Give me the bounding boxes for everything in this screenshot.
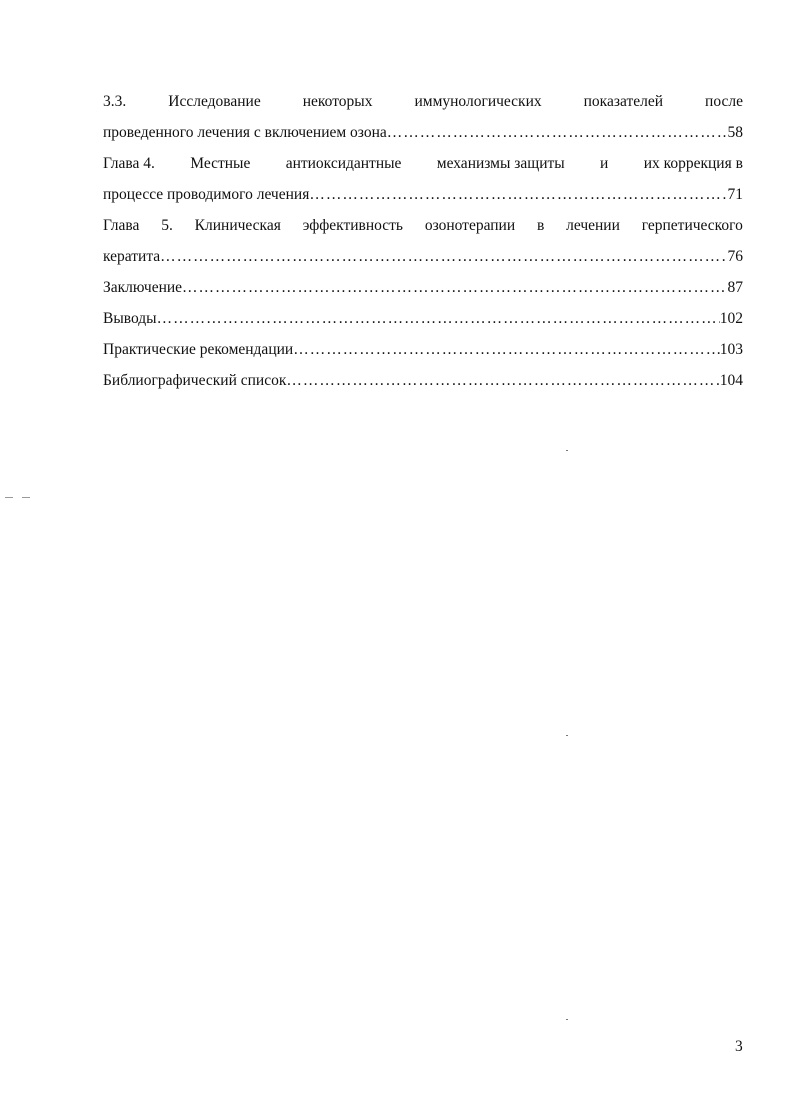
toc-entry-chapter-5-leader bbox=[103, 241, 743, 272]
toc-word: герпетического bbox=[641, 217, 743, 234]
toc-entry-text: кератита bbox=[103, 248, 161, 265]
scan-speck bbox=[566, 1019, 568, 1020]
toc-word: в bbox=[536, 217, 545, 234]
toc-page-number: 104 bbox=[719, 372, 743, 389]
toc-word: их коррекция в bbox=[643, 155, 743, 172]
toc-word: Исследование bbox=[168, 93, 261, 110]
scan-mark bbox=[22, 497, 30, 498]
toc-word: Глава bbox=[103, 217, 140, 234]
toc-word: некоторых bbox=[302, 93, 373, 110]
toc-word: антиоксидантные bbox=[285, 155, 402, 172]
toc-entry-text: процессе проводимого лечения bbox=[103, 186, 310, 203]
table-of-contents bbox=[103, 86, 743, 396]
toc-page-number: 71 bbox=[727, 186, 743, 203]
toc-word: Местные bbox=[190, 155, 251, 172]
toc-entry-chapter-4-title bbox=[103, 148, 743, 179]
toc-word: эффективность bbox=[302, 217, 403, 234]
toc-entry-text: Заключение bbox=[103, 279, 183, 296]
toc-entry-chapter-5-title bbox=[103, 210, 743, 241]
toc-entry-recommendations bbox=[103, 334, 743, 365]
toc-word: показателей bbox=[583, 93, 664, 110]
toc-page-number: 102 bbox=[719, 310, 743, 327]
toc-word: 5. bbox=[161, 217, 173, 234]
toc-page-number: 103 bbox=[719, 341, 743, 358]
dot-leader bbox=[160, 241, 727, 272]
dot-leader bbox=[387, 117, 728, 148]
dot-leader bbox=[286, 365, 719, 396]
toc-page-number: 58 bbox=[727, 124, 743, 141]
toc-word: 3.3. bbox=[103, 93, 127, 110]
toc-word: после bbox=[705, 93, 743, 110]
dot-leader bbox=[182, 272, 727, 303]
toc-entry-conclusion bbox=[103, 272, 743, 303]
toc-word: механизмы защиты bbox=[436, 155, 565, 172]
toc-entry-bibliography bbox=[103, 365, 743, 396]
scan-mark bbox=[5, 497, 13, 498]
toc-word: озонотерапии bbox=[424, 217, 516, 234]
toc-word: иммунологических bbox=[414, 93, 542, 110]
dot-leader bbox=[157, 303, 720, 334]
toc-entry-chapter-4-leader bbox=[103, 179, 743, 210]
dot-leader bbox=[293, 334, 720, 365]
toc-entry-3-3-title bbox=[103, 86, 743, 117]
toc-word: лечении bbox=[566, 217, 620, 234]
dot-leader bbox=[309, 179, 727, 210]
toc-entry-text: Выводы bbox=[103, 310, 157, 327]
scan-speck bbox=[566, 450, 568, 451]
toc-word: Глава 4. bbox=[103, 155, 155, 172]
toc-entry-text: проведенного лечения с включением озона bbox=[103, 124, 387, 141]
toc-word: Клиническая bbox=[194, 217, 281, 234]
toc-word: и bbox=[600, 155, 609, 172]
scan-speck bbox=[566, 735, 568, 736]
toc-entry-3-3-leader bbox=[103, 117, 743, 148]
toc-page-number: 87 bbox=[727, 279, 743, 296]
toc-page-number: 76 bbox=[727, 248, 743, 265]
page-number: 3 bbox=[735, 1038, 743, 1055]
toc-entry-text: Практические рекомендации bbox=[103, 341, 294, 358]
toc-entry-findings bbox=[103, 303, 743, 334]
toc-entry-text: Библиографический список bbox=[103, 372, 287, 389]
